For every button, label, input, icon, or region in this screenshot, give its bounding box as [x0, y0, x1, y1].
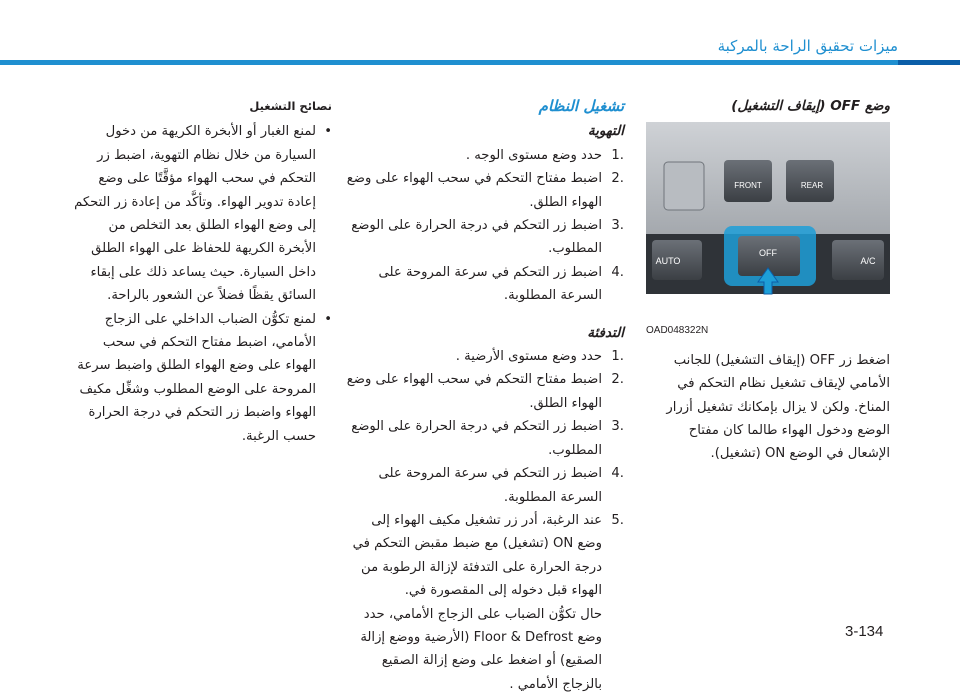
heating-steps	[346, 345, 624, 696]
left-column	[70, 95, 332, 448]
system-operation-title: تشغيل النظام	[538, 97, 624, 115]
off-mode-paragraph: اضغط زر OFF (إيقاف التشغيل) للجانب الأمامي لإيقاف تشغيل نظام التحكم في المناخ. ولكن لا يزال بإمكانك تشغيل أزرار الوضع ودخول الهواء طالما كان مفتاح الإشعال في الوضع ON (تشغيل).	[666, 352, 890, 462]
chapter-title: ميزات تحقيق الراحة بالمركبة	[717, 37, 898, 55]
heating-step: 3. اضبط زر التحكم في درجة الحرارة على الوضع المطلوب.	[351, 419, 624, 458]
off-mode-title: وضع OFF (إيقاف التشغيل)	[731, 98, 890, 114]
off-button-label: OFF	[759, 248, 777, 259]
heating-step: 1. حدد وضع مستوى الأرضية .	[455, 349, 624, 365]
ventilation-steps	[346, 144, 624, 308]
ventilation-step: 2. اضبط مفتاح التحكم في سحب الهواء على وضع الهواء الطلق.	[346, 171, 624, 210]
heating-step: 2. اضبط مفتاح التحكم في سحب الهواء على وضع الهواء الطلق.	[346, 372, 624, 411]
heating-step: 5. عند الرغبة، أدر زر تشغيل مكيف الهواء إلى وضع ON (تشغيل) مع ضبط مقبض التحكم في درجة الحرارة على التدفئة لإزالة الرطوبة من الهواء قبل دخوله إلى المقصورة في.	[352, 512, 624, 599]
page-number: 3-134	[845, 623, 884, 640]
heating-step-note: حال تكوُّن الضباب على الزجاج الأمامي، حدد وضع Floor & Defrost (الأرضية ووضع إزالة الصقيع) أو اضغط على وضع إزالة الصقيع بالزجاج الأمامي .	[360, 606, 602, 692]
operation-tips-heading: نصائح التشغيل	[249, 99, 332, 113]
middle-column	[346, 95, 624, 696]
tips-list	[70, 120, 332, 448]
ventilation-title: التهوية	[587, 123, 624, 140]
bullet-icon: •	[324, 311, 332, 327]
ac-button-label: A/C	[860, 256, 876, 267]
heating-title: التدفئة	[587, 324, 624, 341]
auto-button-label: AUTO	[655, 256, 681, 267]
image-code: OAD048322N	[646, 325, 709, 337]
front-button-label: FRONT	[734, 181, 762, 191]
heating-step: 4. اضبط زر التحكم في سرعة المروحة على السرعة المطلوبة.	[378, 466, 624, 505]
tip-item: • لمنع الغبار أو الأبخرة الكريهة من دخول السيارة من خلال نظام التهوية، اضبط زر التحكم في سحب الهواء مؤقَّتًا على وضع إعادة تدوير الهواء. وتأكَّد من إعادة زر التحكم إلى وضع الهواء الطلق بعد التخلص من الأبخرة الكريهة للحفاظ على الهواء الطلق داخل السيارة. حيث يساعد ذلك على إبقاء السائق يقظًا فضلاً عن الشعور بالراحة.	[70, 120, 332, 307]
ventilation-step: 3. اضبط زر التحكم في درجة الحرارة على الوضع المطلوب.	[351, 218, 624, 257]
rear-button-label: REAR	[800, 181, 824, 191]
header-rule	[0, 60, 960, 65]
climate-panel-image	[646, 122, 890, 315]
header-accent	[898, 60, 960, 65]
climate-panel-photo	[646, 122, 890, 315]
bullet-icon: •	[324, 124, 332, 140]
ventilation-step: 4. اضبط زر التحكم في سرعة المروحة على السرعة المطلوبة.	[378, 264, 624, 304]
ventilation-step: 1. حدد وضع مستوى الوجه .	[465, 147, 624, 163]
right-column	[646, 95, 890, 466]
tip-item: • لمنع تكوُّن الضباب الداخلي على الزجاج الأمامي، اضبط مفتاح التحكم في سحب الهواء على وضع الهواء الطلق واضبط سرعة المروحة على الوضع المطلوب وشغِّل مكيف الهواء واضبط زر التحكم في درجة الحرارة حسب الرغبة.	[70, 308, 332, 448]
